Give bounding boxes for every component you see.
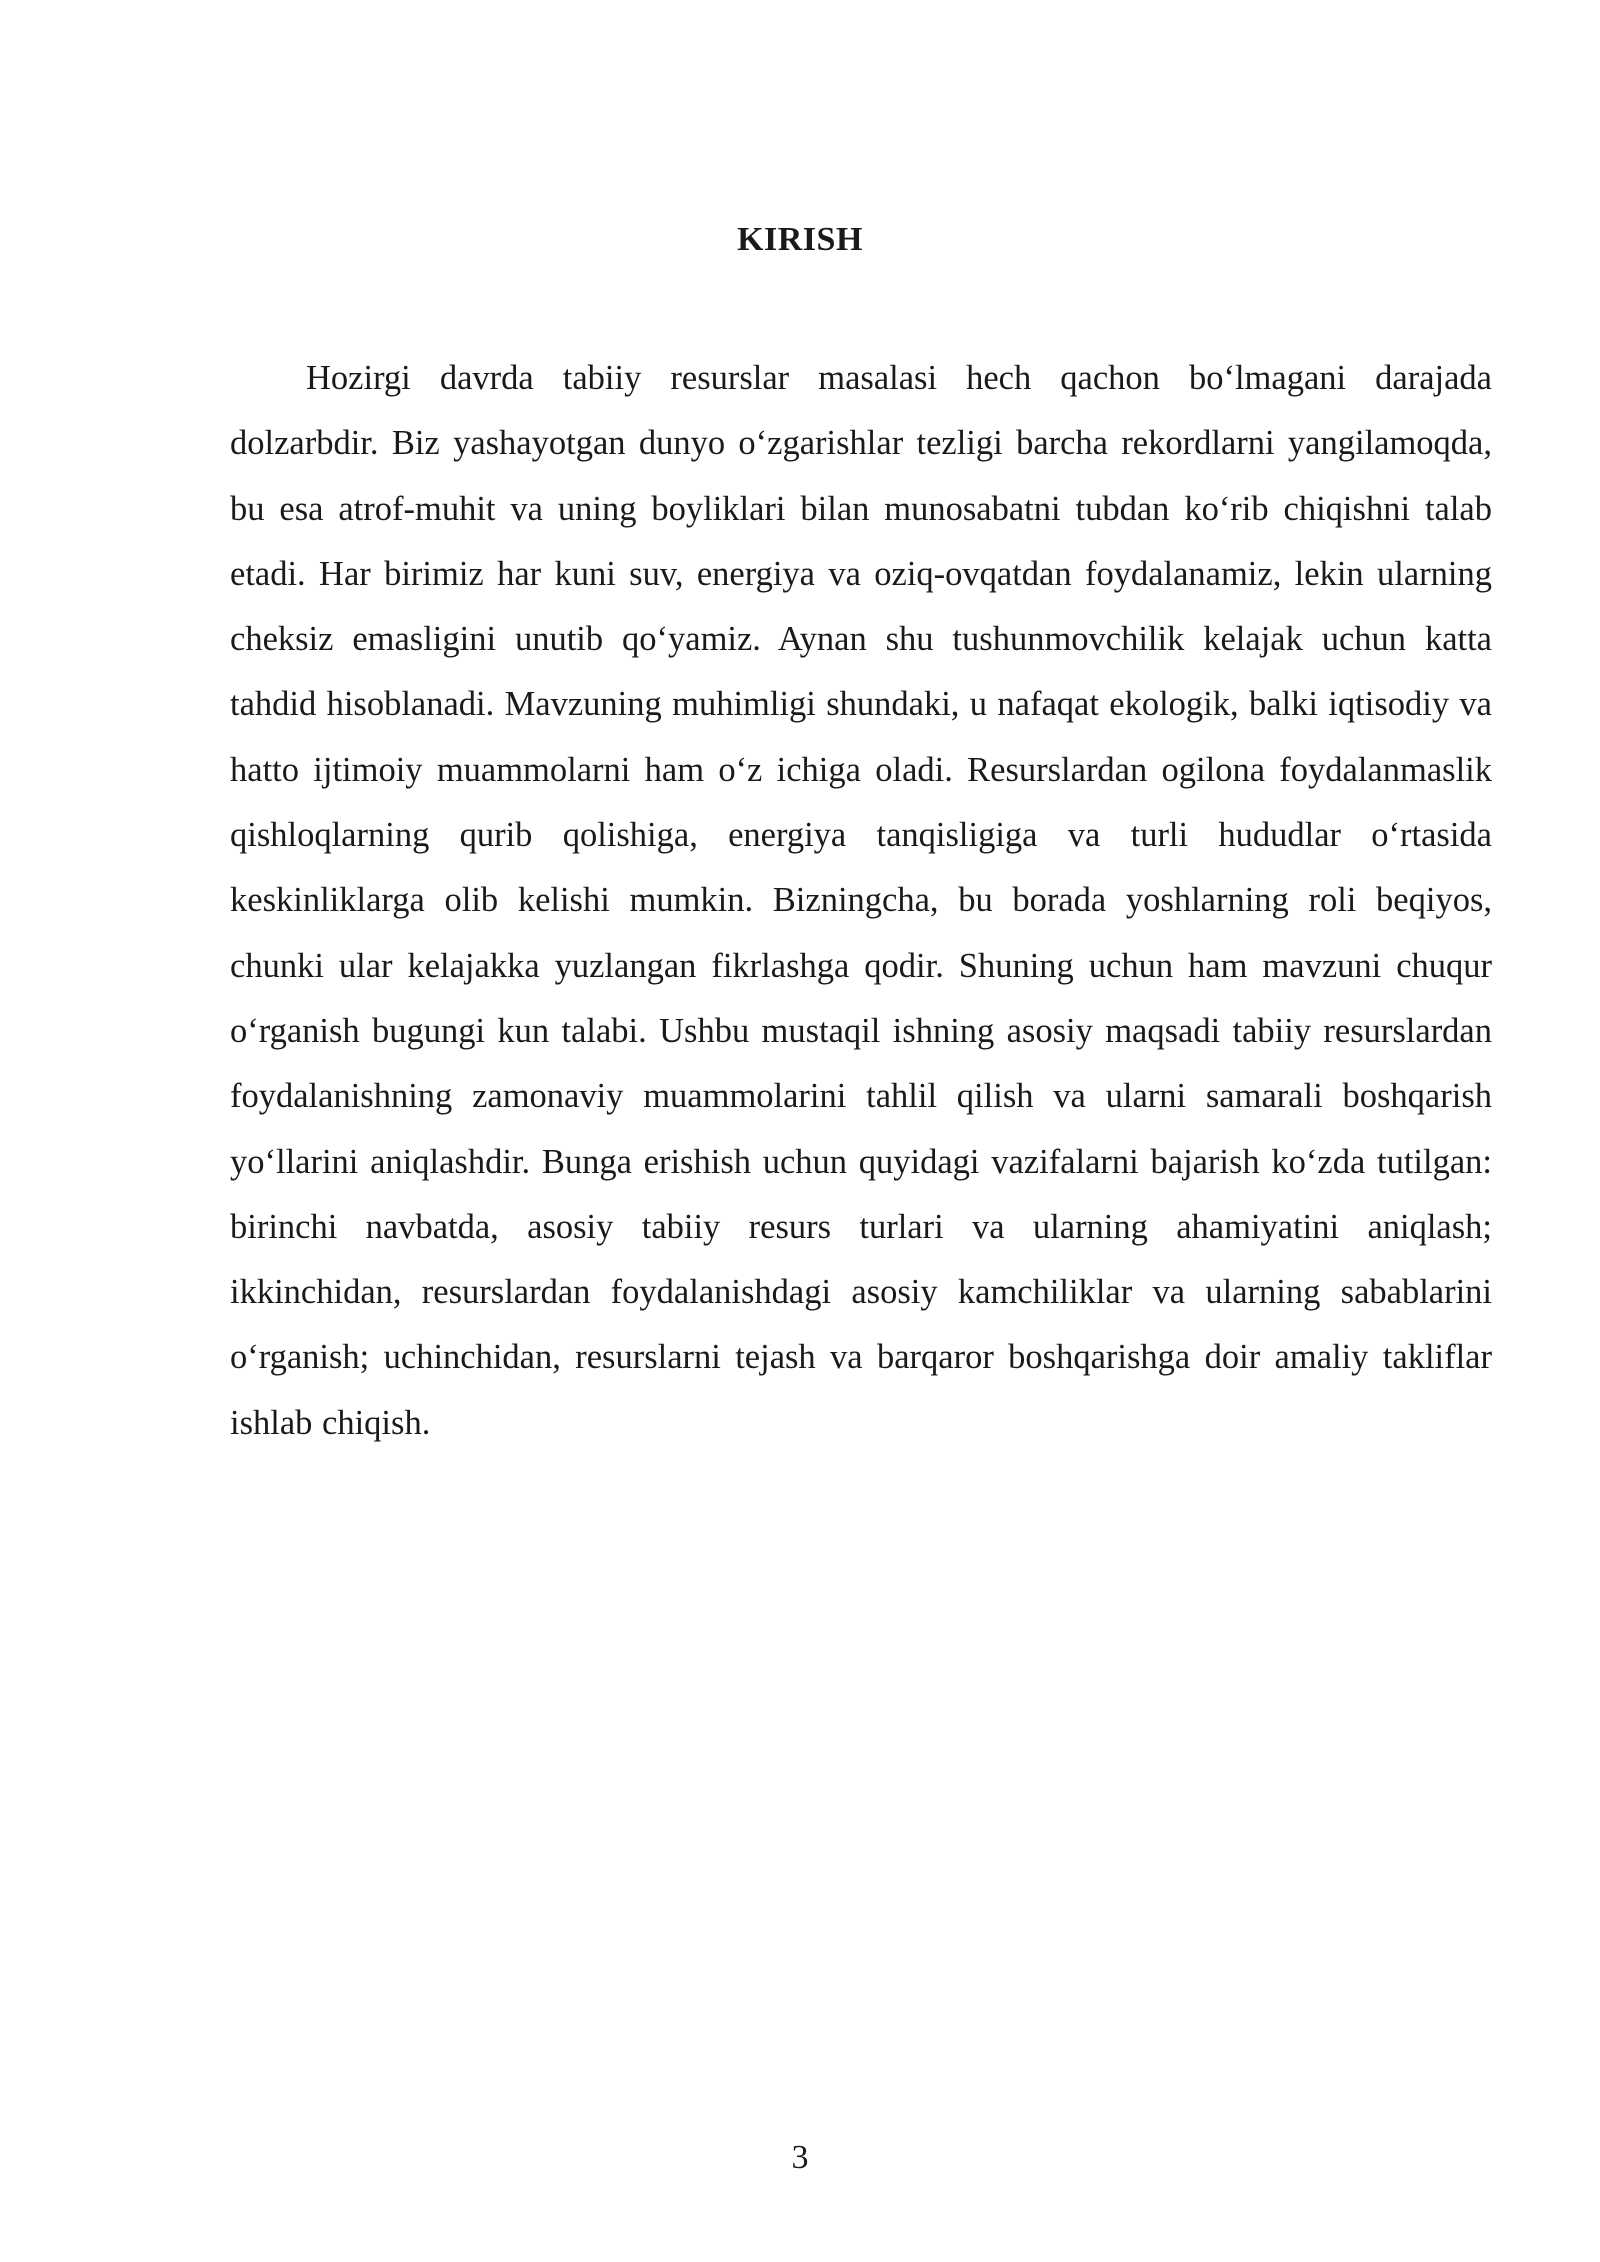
- page-number: 3: [791, 2139, 809, 2176]
- body-paragraph: Hozirgi davrda tabiiy resurslar masalasi hech qachon boʻlmagani darajada dolzarbdir. Biz yashayotgan dunyo oʻzgarishlar tezligi barcha rekordlarni yangilamoqda, bu esa atrof-muhit va uning boyliklari bilan munosabatni tubdan koʻrib chiqishni talab etadi. Har birimiz har kuni suv, energiya va oziq-ovqatdan foydalanamiz, lekin ularning cheksiz emasligini unutib qoʻyamiz. Aynan shu tushunmovchilik kelajak uchun katta tahdid hisoblanadi. Mavzuning muhimligi shundaki, u nafaqat ekologik, balki iqtisodiy va hatto ijtimoiy muammolarni ham oʻz ichiga oladi. Resurslardan ogilona foydalanmaslik qishloqlarning qurib qolishiga, energiya tanqisligiga va turli hududlar oʻrtasida keskinliklarga olib kelishi mumkin. Bizningcha, bu borada yoshlarning roli beqiyos, chunki ular kelajakka yuzlangan fikrlashga qodir. Shuning uchun ham mavzuni chuqur oʻrganish bugungi kun talabi. Ushbu mustaqil ishning asosiy maqsadi tabiiy resurslardan foydalanishning zamonaviy muammolarini tahlil qilish va ularni samarali boshqarish yoʻllarini aniqlashdir. Bunga erishish uchun quyidagi vazifalarni bajarish koʻzda tutilgan: birinchi navbatda, asosiy tabiiy resurs turlari va ularning ahamiyatini aniqlash; ikkinchidan, resurslardan foydalanishdagi asosiy kamchiliklar va ularning sabablarini oʻrganish; uchinchidan, resurslarni tejash va barqaror boshqarishga doir amaliy takliflar ishlab chiqish.: [230, 359, 1492, 1442]
- page-title: KIRISH: [737, 221, 863, 258]
